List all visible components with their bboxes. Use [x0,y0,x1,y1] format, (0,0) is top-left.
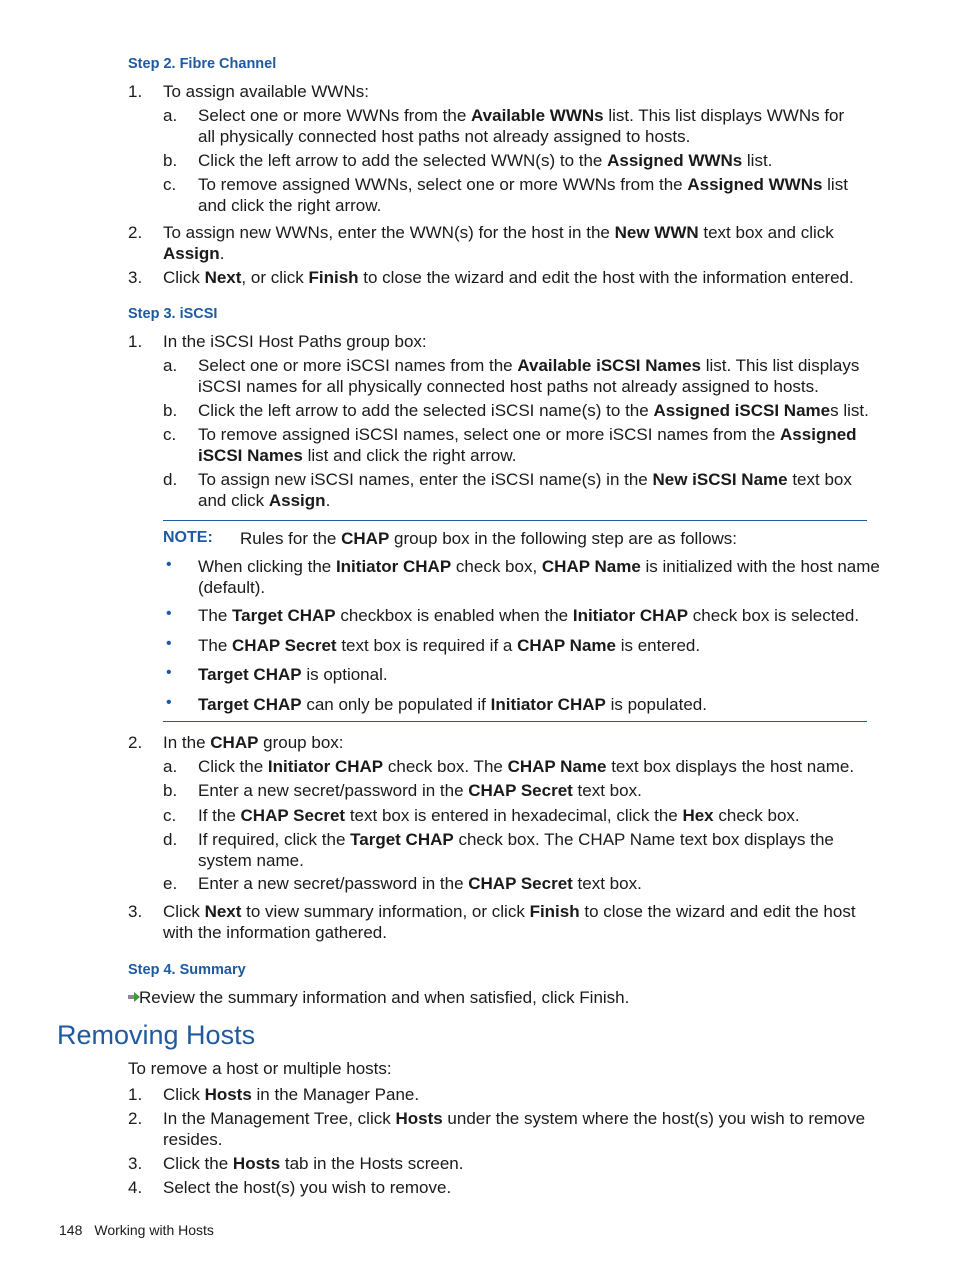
bold-term: Hex [682,806,714,825]
text-run: Rules for the [240,529,342,548]
bold-term: Target CHAP [350,830,454,849]
text-run: To assign new WWNs, enter the WWN(s) for the host in the [163,223,615,242]
text-run: check box, [451,557,542,576]
bold-term: Available iSCSI Names [517,356,701,375]
text-run: text box. [572,874,642,893]
step4-text: Review the summary information and when satisfied, click Finish. [139,988,630,1007]
text-run: The [198,636,233,655]
list-marker: 2. [128,223,143,242]
text-run: with the information gathered. [163,923,387,942]
list-marker: b. [163,401,178,420]
list-item-text [163,81,369,102]
list-item-text [198,376,819,397]
list-item-text [198,424,857,445]
text-run: When clicking the [198,557,336,576]
bold-term: Finish [529,902,580,921]
list-item-text [163,267,854,288]
text-run: list and click the right arrow. [302,446,517,465]
text-run: Click [163,1085,205,1104]
text-run: in the Manager Pane. [251,1085,420,1104]
text-run: Click the left arrow to add the selected iSCSI name(s) to the [198,401,654,420]
list-item-text [198,873,642,894]
bullet-dot: • [166,694,172,711]
list-item-text [163,1129,223,1150]
text-run: In the Management Tree, click [163,1109,396,1128]
bold-term: Hosts [395,1109,443,1128]
bold-term: Assign [268,491,326,510]
list-marker: a. [163,356,178,375]
bold-term: Assigned WWNs [687,175,823,194]
list-item-text [163,922,387,943]
text-run: , or click [241,268,309,287]
text-run: Select the host(s) you wish to remove. [163,1178,452,1197]
text-run: Click the [163,1154,233,1173]
list-item-text [163,1177,451,1198]
text-run: Click [163,902,205,921]
note-bullet-text [198,694,707,715]
list-item-text [163,331,427,352]
list-marker: e. [163,874,178,893]
note-bullet-text [198,605,859,626]
note-label: NOTE: [163,529,213,546]
text-run: To assign new iSCSI names, enter the iSCSI name(s) in the [198,470,653,489]
bold-term: Assigned iSCSI Name [653,401,831,420]
list-marker: c. [163,175,177,194]
list-marker: 1. [128,1085,143,1104]
bold-term: Target CHAP [232,606,336,625]
list-item-text [198,445,516,466]
bold-term: Target CHAP [198,665,302,684]
bullet-dot: • [166,635,172,652]
list-item-text [198,174,848,195]
list-item-text [198,756,854,777]
bold-term: Hosts [204,1085,252,1104]
list-marker: 3. [128,1154,143,1173]
text-run: Enter a new secret/password in the [198,874,469,893]
list-marker: 3. [128,902,143,921]
bold-term: CHAP Secret [240,806,346,825]
list-marker: 1. [128,332,143,351]
bold-term: New iSCSI Name [652,470,788,489]
bold-term: CHAP Name [507,757,607,776]
list-item-text [198,490,330,511]
text-run: text box. [572,781,642,800]
text-run: is entered. [615,636,701,655]
note-bullet-text [198,556,880,577]
bullet-dot: • [166,556,172,573]
text-run: is optional. [301,665,388,684]
list-marker: 1. [128,82,143,101]
text-run: In the [163,733,211,752]
text-run: is initialized with the host name [640,557,880,576]
bold-term: Target CHAP [198,695,302,714]
bullet-dot: • [166,605,172,622]
text-run: group box: [258,733,344,752]
text-run: list. This list displays [700,356,860,375]
list-marker: b. [163,151,178,170]
list-item-text [198,150,772,171]
text-run: can only be populated if [301,695,491,714]
text-run: list [822,175,848,194]
list-marker: a. [163,106,178,125]
text-run: To remove assigned iSCSI names, select one or more iSCSI names from the [198,425,781,444]
text-run: Click the [198,757,268,776]
text-run: text box is entered in hexadecimal, click the [345,806,683,825]
page-footer [59,1222,214,1238]
bold-term: CHAP [210,733,259,752]
bold-term: Assigned [780,425,857,444]
bold-term: Assigned WWNs [607,151,743,170]
list-marker: 2. [128,1109,143,1128]
bullet-dot: • [166,664,172,681]
text-run: is populated. [605,695,707,714]
text-run: Click [163,268,205,287]
list-marker: c. [163,806,177,825]
section-title: Removing Hosts [57,1020,256,1050]
text-run: iSCSI names for all physically connected host paths not already assigned to hosts. [198,377,819,396]
bold-term: CHAP Secret [232,636,337,655]
text-run: under the system where the host(s) you wish to remove [442,1109,866,1128]
bold-term: Initiator CHAP [335,557,452,576]
bold-term: Initiator CHAP [572,606,689,625]
step4-heading: Step 4. Summary [128,962,246,978]
text-run: resides. [163,1130,223,1149]
text-run: to close the wizard and edit the host [579,902,856,921]
list-marker: 2. [128,733,143,752]
list-marker: 4. [128,1178,143,1197]
list-marker: 3. [128,268,143,287]
bold-term: Hosts [232,1154,281,1173]
list-marker: d. [163,470,178,489]
list-item-text [198,780,642,801]
text-run: . [219,244,225,263]
text-run: In the iSCSI Host Paths group box: [163,332,427,351]
text-run: all physically connected host paths not already assigned to hosts. [198,127,691,146]
bold-term: New WWN [614,223,699,242]
bold-term: CHAP [341,529,390,548]
list-marker: a. [163,757,178,776]
text-run: Enter a new secret/password in the [198,781,469,800]
list-item-text [198,850,304,871]
bold-term: Assign [163,244,220,263]
list-marker: c. [163,425,177,444]
text-run: to view summary information, or click [241,902,530,921]
list-item-text [163,222,834,243]
text-run: checkbox is enabled when the [335,606,573,625]
text-run: group box in the following step are as follows: [389,529,738,548]
note-top-rule [163,520,867,521]
bold-term: Finish [308,268,359,287]
list-item-text [198,105,844,126]
list-item-text [198,195,381,216]
list-marker: d. [163,830,178,849]
text-run: If required, click the [198,830,351,849]
text-run: tab in the Hosts screen. [280,1154,464,1173]
list-item-text [198,126,690,147]
text-run: to close the wizard and edit the host with the information entered. [358,268,854,287]
bold-term: CHAP Name [517,636,616,655]
text-run: list. This list displays WWNs for [603,106,845,125]
bold-term: Next [204,902,242,921]
text-run: text box [787,470,852,489]
step2-heading: Step 2. Fibre Channel [128,56,277,72]
text-run: (default). [198,578,266,597]
bold-term: Initiator CHAP [267,757,384,776]
note-intro [240,528,737,549]
list-item-text [163,243,224,264]
text-run: list. [742,151,773,170]
text-run: The [198,606,233,625]
bold-term: Available WWNs [471,106,604,125]
list-item-text [163,901,856,922]
bold-term: iSCSI Names [198,446,303,465]
bold-term: Initiator CHAP [490,695,606,714]
list-item-text [163,1084,419,1105]
bold-term: Next [204,268,242,287]
list-item-text [163,1108,865,1129]
text-run: check box. The [383,757,508,776]
text-run: text box is required if a [336,636,518,655]
list-item-text [198,400,869,421]
text-run: Select one or more WWNs from the [198,106,472,125]
text-run: s list. [830,401,869,420]
text-run: text box and click [698,223,834,242]
text-run: Click the left arrow to add the selected WWN(s) to the [198,151,608,170]
note-bullet-text [198,635,700,656]
note-bullet-text [198,577,265,598]
text-run: Select one or more iSCSI names from the [198,356,518,375]
footer-section-title: Working with Hosts [94,1222,214,1238]
text-run: To assign available WWNs: [163,82,369,101]
bold-term: CHAP Name [541,557,641,576]
list-item-text [198,469,852,490]
text-run: check box. [713,806,800,825]
text-run: text box displays the host name. [606,757,855,776]
text-run: check box is selected. [688,606,860,625]
bold-term: CHAP Secret [468,781,573,800]
bold-term: CHAP Secret [468,874,573,893]
step3-heading: Step 3. iSCSI [128,306,218,322]
text-run: system name. [198,851,304,870]
text-run: check box. The CHAP Name text box displays the [453,830,834,849]
note-bullet-text [198,664,388,685]
list-item-text [198,355,859,376]
removing-intro: To remove a host or multiple hosts: [128,1059,392,1078]
list-marker: b. [163,781,178,800]
text-run: . [325,491,331,510]
list-item-text [198,805,800,826]
note-bottom-rule [163,721,867,722]
list-item-text [163,732,344,753]
page-number: 148 [59,1222,83,1238]
text-run: and click the right arrow. [198,196,382,215]
text-run: To remove assigned WWNs, select one or more WWNs from the [198,175,688,194]
list-item-text [163,1153,463,1174]
text-run: If the [198,806,241,825]
list-item-text [198,829,834,850]
text-run: and click [198,491,269,510]
